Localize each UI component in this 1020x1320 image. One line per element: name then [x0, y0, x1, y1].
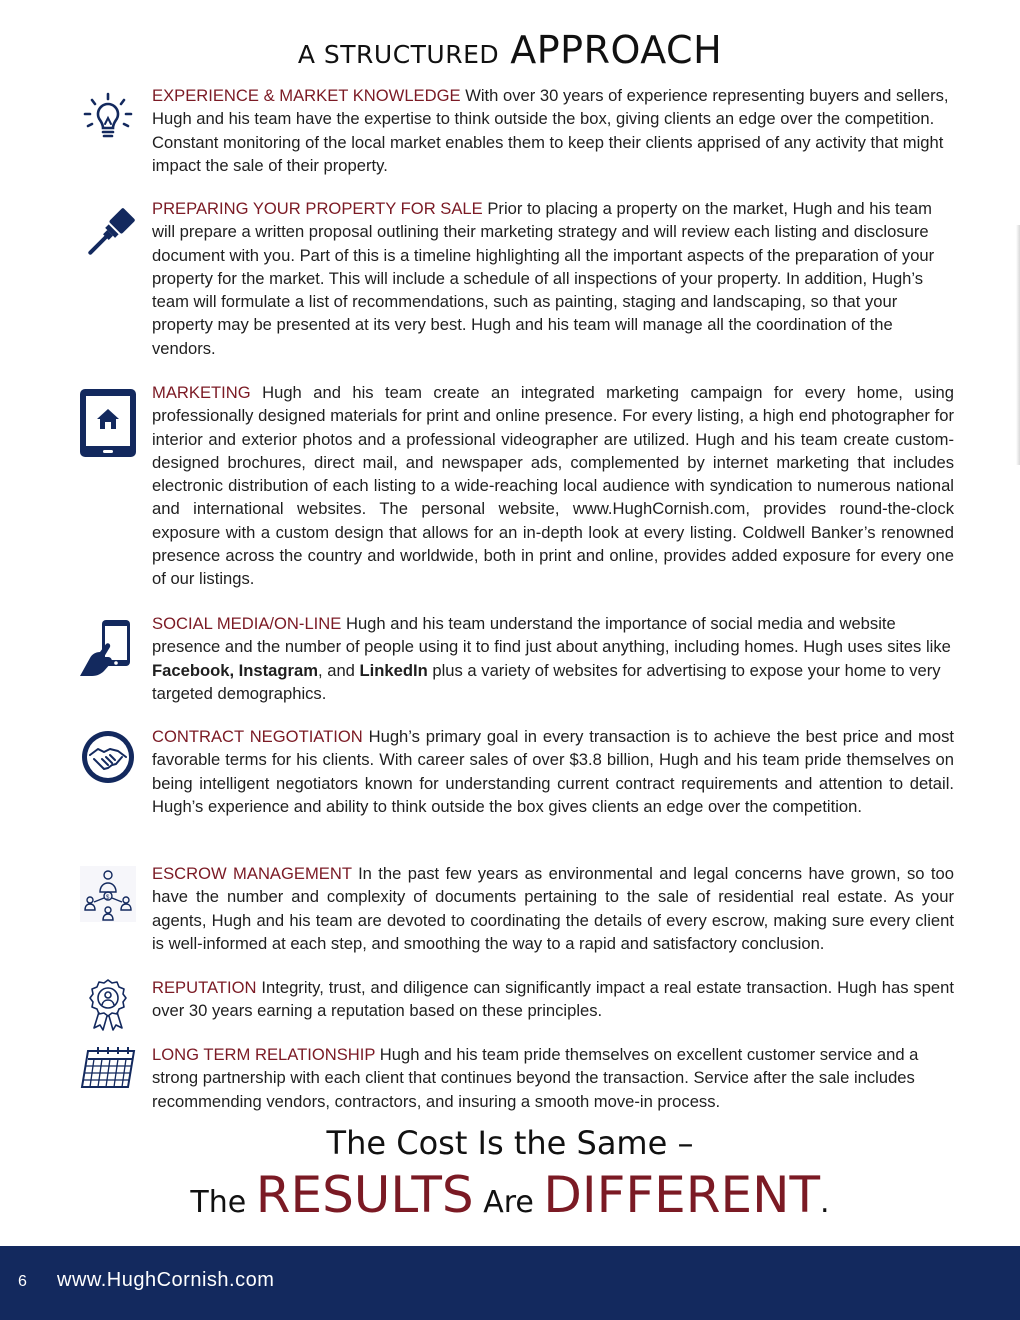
section-heading: EXPERIENCE & MARKET KNOWLEDGE: [152, 86, 461, 105]
people-network-icon: [80, 866, 136, 922]
hand-phone-icon: [80, 618, 136, 682]
footer-bar: [0, 1246, 1020, 1320]
closing-different: DIFFERENT: [543, 1166, 821, 1224]
section-heading: REPUTATION: [152, 978, 257, 997]
section-body-bold: LinkedIn: [359, 660, 428, 680]
svg-text:$: $: [106, 895, 110, 901]
handshake-icon: [80, 729, 136, 785]
calendar-icon: [80, 1045, 136, 1091]
footer-website-link[interactable]: www.HughCornish.com: [57, 1269, 275, 1291]
section-body: Hugh and his team understand the importance of social media and website presence and the number of people using it to find just about anything, including homes. Hugh uses sites like: [152, 614, 951, 657]
section-body-bold: Facebook, Instagram: [152, 660, 318, 680]
section-body: Hugh and his team pride themselves on excellent customer service and a strong partnership with each client that continues beyond the transaction. Service after the sale includes recommending vendors, contractors, and insuring a smooth move-in process.: [152, 1045, 919, 1111]
page-edge-shadow: [1016, 225, 1020, 465]
section-body: Hugh’s primary goal in every transaction is to achieve the best price and most favorable terms for his clients. With career sales of over $3.8 billion, Hugh and his team pride themselves on being intelligent negotiators known for understanding current contract requirements and attention to detail. Hugh’s experience and ability to think outside the box gives clients an edge over the competition.: [152, 727, 955, 816]
page-title: [0, 28, 1020, 72]
section-body: With over 30 years of experience representing buyers and sellers, Hugh and his team have the expertise to think outside the box, giving clients an edge over the competition. Constant monitoring of the local market enables them to keep their clients apprised of any activity that might impact the sale of their property.: [152, 86, 949, 175]
closing-line-1: The Cost Is the Same –: [326, 1124, 694, 1162]
page-number: 6: [18, 1273, 27, 1290]
closing-period: .: [820, 1185, 830, 1220]
title-small: A STRUCTURED: [297, 40, 500, 69]
closing-line-2: [0, 1166, 1020, 1224]
closing-are: Are: [483, 1185, 534, 1220]
section-text: [152, 976, 954, 1023]
closing-tagline: [0, 1124, 1020, 1224]
section-body: Integrity, trust, and diligence can significantly impact a real estate transaction. Hugh has spent over 30 years earning a reputation based on these principles.: [152, 978, 954, 1021]
section-text: [152, 725, 954, 818]
section-body: , and: [318, 660, 360, 680]
section-body: Prior to placing a property on the market, Hugh and his team will prepare a written proposal outlining their marketing strategy and will review each listing and disclosure document with you. Part of this is a timeline highlighting all the important aspects of the preparation of your property for the market. This will include a schedule of all inspections of your property. In addition, Hugh’s team will formulate a list of recommendations, such as painting, staging and landscaping, so that your property may be presented at its very best. Hugh and his team will manage all the coordination of the vendors.: [152, 199, 935, 358]
section-heading: ESCROW MANAGEMENT: [152, 864, 352, 883]
section-body: plus a variety of websites for advertising to expose your home to very targeted demographics.: [152, 660, 941, 703]
section-heading: SOCIAL MEDIA/ON-LINE: [152, 614, 342, 633]
closing-results: RESULTS: [255, 1166, 474, 1224]
section-heading: LONG TERM RELATIONSHIP: [152, 1045, 376, 1064]
section-text: [152, 862, 954, 955]
section-heading: PREPARING YOUR PROPERTY FOR SALE: [152, 199, 483, 218]
lightbulb-icon: [80, 90, 136, 146]
award-ribbon-icon: [80, 976, 136, 1032]
section-text: [152, 197, 954, 360]
section-heading: MARKETING: [152, 383, 251, 402]
paintbrush-icon: [80, 207, 136, 263]
closing-the: The: [190, 1185, 247, 1220]
section-heading: CONTRACT NEGOTIATION: [152, 727, 363, 746]
title-big: APPROACH: [510, 28, 723, 72]
section-text: [152, 381, 954, 591]
section-text: [152, 84, 954, 177]
section-body: In the past few years as environmental and legal concerns have grown, so too have the number and complexity of documents pertaining to the sale of residential real estate. As your agents, Hugh and his team are devoted to coordinating the details of every escrow, making sure every client is well-informed at each step, and smoothing the way to a rapid and satisfactory conclusion.: [152, 864, 954, 953]
section-body: Hugh and his team create an integrated marketing campaign for every home, using professionally designed materials for print and online presence. For every listing, a high end photographer for interior and exterior photos and a professional videographer are utilized. Hugh and his team create custom-designed brochures, direct mail, and newspaper ads, complemented by internet marketing that includes electronic distribution of each listing to a wide-reaching local audience with syndication to numerous national and international websites. The personal website, www.HughCornish.com, provides round-the-clock exposure with a custom design that allows for an in-depth look at every listing. Coldwell Banker’s renowned presence across the country and worldwide, both in print and online, provides added exposure for every one of our listings.: [152, 383, 954, 589]
section-text: [152, 612, 954, 705]
section-text: [152, 1043, 954, 1113]
tablet-home-icon: [80, 387, 136, 459]
